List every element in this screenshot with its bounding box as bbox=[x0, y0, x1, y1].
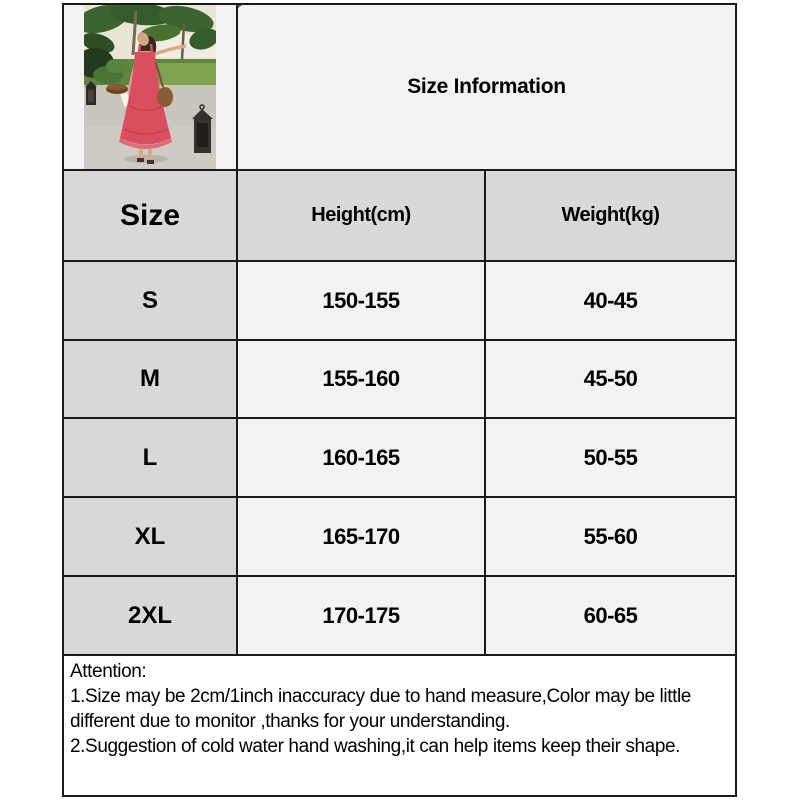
attention-line-3: 2.Suggestion of cold water hand washing,it can help items keep their shape. bbox=[70, 736, 681, 757]
product-photo-cell bbox=[64, 5, 236, 169]
weight-cell-s: 40-45 bbox=[486, 262, 735, 339]
woven-bag bbox=[157, 87, 173, 107]
product-photo bbox=[84, 5, 216, 169]
height-cell-s: 150-155 bbox=[238, 262, 484, 339]
size-cell-l: L bbox=[64, 419, 236, 496]
size-information-table bbox=[62, 3, 737, 797]
size-cell-m: M bbox=[64, 341, 236, 417]
height-cell-m: 155-160 bbox=[238, 341, 484, 417]
weight-cell-xl: 55-60 bbox=[486, 498, 735, 575]
size-cell-s: S bbox=[64, 262, 236, 339]
attention-line-1: 1.Size may be 2cm/1inch inaccuracy due to hand measure,Color may be little bbox=[70, 686, 691, 707]
weight-cell-m: 45-50 bbox=[486, 341, 735, 417]
attention-heading: Attention: bbox=[70, 661, 147, 682]
size-cell-2xl: 2XL bbox=[64, 577, 236, 654]
attention-line-2: different due to monitor ,thanks for your understanding. bbox=[70, 711, 510, 732]
weight-cell-2xl: 60-65 bbox=[486, 577, 735, 654]
column-header-size: Size bbox=[64, 171, 236, 260]
height-cell-xl: 165-170 bbox=[238, 498, 484, 575]
column-header-height: Height(cm) bbox=[238, 171, 484, 260]
bowl-decoration bbox=[106, 84, 128, 94]
column-header-weight: Weight(kg) bbox=[486, 171, 735, 260]
height-cell-l: 160-165 bbox=[238, 419, 484, 496]
size-cell-xl: XL bbox=[64, 498, 236, 575]
weight-cell-l: 50-55 bbox=[486, 419, 735, 496]
page-title: Size Information bbox=[407, 75, 566, 98]
attention-note bbox=[64, 656, 735, 795]
height-cell-2xl: 170-175 bbox=[238, 577, 484, 654]
green-corner-flag-icon bbox=[238, 5, 249, 11]
table-title-cell bbox=[238, 5, 735, 169]
